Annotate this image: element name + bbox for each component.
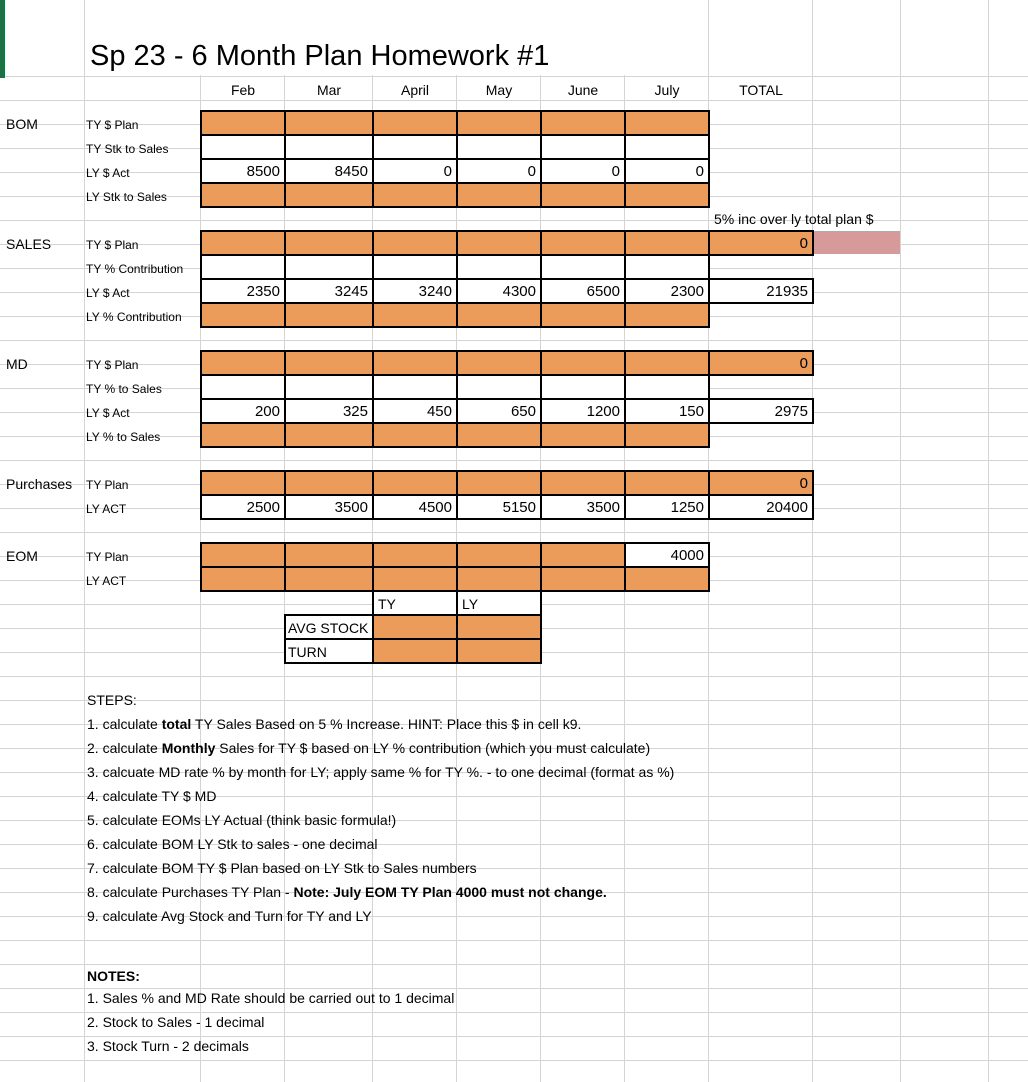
- cell-border: [200, 518, 710, 520]
- eom-cell[interactable]: [285, 543, 372, 566]
- cell-border: [708, 110, 710, 208]
- cell-border: [624, 542, 710, 544]
- md-cell[interactable]: [625, 423, 708, 446]
- step-8: 8. calculate Purchases TY Plan - Note: July EOM TY Plan 4000 must not change.: [87, 884, 607, 900]
- sales-cell[interactable]: [373, 231, 456, 254]
- row-label-sales-ty-plan: TY $ Plan: [86, 238, 139, 252]
- step-5: 5. calculate EOMs LY Actual (think basic formula!): [87, 812, 397, 828]
- cell-border: [456, 110, 458, 208]
- gridline-horizontal: [0, 964, 1028, 965]
- note-3: 3. Stock Turn - 2 decimals: [87, 1038, 249, 1054]
- cell-border: [708, 422, 814, 424]
- sales-cell[interactable]: [201, 231, 284, 254]
- cell-border: [812, 278, 814, 304]
- sheet-title: Sp 23 - 6 Month Plan Homework #1: [90, 40, 550, 72]
- purchases-ly-act-mar[interactable]: 3500: [334, 499, 368, 516]
- cell-border: [284, 542, 286, 592]
- cell-border: [372, 230, 374, 328]
- bom-cell[interactable]: [541, 135, 624, 158]
- cell-border: [708, 374, 814, 376]
- md-cell[interactable]: [541, 375, 624, 398]
- md-cell[interactable]: [373, 375, 456, 398]
- md-cell[interactable]: [457, 351, 540, 374]
- md-cell[interactable]: [201, 375, 284, 398]
- sales-cell[interactable]: [541, 255, 624, 278]
- cell-border: [200, 302, 710, 304]
- sales-cell[interactable]: [625, 231, 708, 254]
- cell-border: [708, 518, 814, 520]
- cell-border: [540, 542, 542, 592]
- sales-cell[interactable]: [625, 303, 708, 326]
- row-label-md-ly-pct: LY % to Sales: [86, 430, 161, 444]
- eom-cell[interactable]: [201, 543, 284, 566]
- cell-border: [200, 230, 710, 232]
- md-ly-act-july[interactable]: 150: [678, 403, 704, 420]
- md-cell[interactable]: [201, 423, 284, 446]
- row-label-bom-ly-act: LY $ Act: [86, 166, 130, 180]
- cell-border: [200, 494, 710, 496]
- cell-border: [284, 110, 286, 208]
- bom-cell[interactable]: [625, 111, 708, 134]
- eom-cell[interactable]: [285, 567, 372, 590]
- sales-cell[interactable]: [201, 303, 284, 326]
- bom-cell[interactable]: [201, 111, 284, 134]
- section-label-eom: EOM: [6, 548, 38, 564]
- cell-border: [200, 350, 710, 352]
- md-ly-act-may[interactable]: 650: [510, 403, 536, 420]
- cell-border: [284, 614, 542, 616]
- eom-cell[interactable]: [625, 567, 708, 590]
- cell-border: [200, 422, 710, 424]
- bom-ly-act-feb[interactable]: 8500: [246, 163, 280, 180]
- cell-border: [624, 230, 626, 328]
- selection-edge: [0, 0, 5, 78]
- row-label-purchases-ty-plan: TY Plan: [86, 478, 129, 492]
- cell-border: [456, 590, 458, 664]
- cell-border: [372, 350, 374, 448]
- gridline-horizontal: [0, 532, 1028, 533]
- md-ly-act-mar[interactable]: 325: [342, 403, 368, 420]
- purchases-ly-act-june[interactable]: 3500: [586, 499, 620, 516]
- cell-border: [708, 230, 814, 232]
- cell-border: [200, 254, 710, 256]
- gridline-horizontal: [0, 676, 1028, 677]
- step-3: 3. calcuate MD rate % by month for LY; apply same % for TY %. - to one decimal (format as %): [87, 764, 675, 780]
- cell-border: [540, 350, 542, 448]
- bom-ly-act-april[interactable]: 0: [443, 163, 452, 180]
- bom-cell[interactable]: [625, 183, 708, 206]
- sales-ly-act-june[interactable]: 6500: [586, 283, 620, 300]
- row-label-sales-ty-contrib: TY % Contribution: [86, 262, 184, 276]
- purchases-cell[interactable]: [625, 471, 708, 494]
- cell-border: [200, 398, 710, 400]
- avg-stock-ty-cell[interactable]: [373, 615, 456, 638]
- bom-ly-act-july[interactable]: 0: [695, 163, 704, 180]
- turn-ty-cell[interactable]: [373, 639, 456, 662]
- sales-cell[interactable]: [201, 255, 284, 278]
- cell-border: [372, 590, 374, 664]
- steps-heading: STEPS:: [87, 692, 137, 708]
- sales-ly-act-april[interactable]: 3240: [418, 283, 452, 300]
- row-label-md-ty-pct: TY % to Sales: [86, 382, 162, 396]
- md-cell[interactable]: [285, 375, 372, 398]
- row-label-sales-ly-contrib: LY % Contribution: [86, 310, 182, 324]
- md-ly-act-june[interactable]: 1200: [586, 403, 620, 420]
- gridline-vertical: [900, 0, 901, 1082]
- cell-border: [708, 398, 814, 400]
- bom-cell[interactable]: [201, 135, 284, 158]
- eom-cell[interactable]: [457, 567, 540, 590]
- gridline-horizontal: [0, 700, 1028, 701]
- cell-border: [540, 110, 542, 208]
- row-label-md-ly-act: LY $ Act: [86, 406, 130, 420]
- eom-cell[interactable]: [541, 543, 624, 566]
- bom-cell[interactable]: [373, 135, 456, 158]
- bom-cell[interactable]: [373, 183, 456, 206]
- section-label-bom: BOM: [6, 116, 38, 132]
- gridline-horizontal: [0, 1036, 1028, 1037]
- gridline-horizontal: [0, 76, 1028, 77]
- gridline-horizontal: [0, 988, 1028, 989]
- md-ly-act-feb[interactable]: 200: [254, 403, 280, 420]
- md-cell[interactable]: [285, 423, 372, 446]
- row-label-md-ty-plan: TY $ Plan: [86, 358, 139, 372]
- sales-increase-note: 5% inc over ly total plan $: [714, 211, 874, 227]
- turn-ly-cell[interactable]: [457, 639, 540, 662]
- gridline-horizontal: [0, 940, 1028, 941]
- md-cell[interactable]: [625, 375, 708, 398]
- section-label-purchases: Purchases: [6, 476, 73, 492]
- cell-border: [456, 542, 458, 592]
- cell-border: [708, 542, 710, 568]
- purchases-ly-act-may[interactable]: 5150: [502, 499, 536, 516]
- md-cell[interactable]: [541, 423, 624, 446]
- bom-cell[interactable]: [541, 111, 624, 134]
- cell-border: [812, 470, 814, 496]
- purchases-cell[interactable]: [541, 471, 624, 494]
- gridline-horizontal: [0, 1060, 1028, 1061]
- cell-border: [812, 494, 814, 520]
- sales-cell[interactable]: [373, 255, 456, 278]
- gridline-vertical: [812, 0, 813, 1082]
- cell-border: [372, 542, 374, 592]
- cell-border: [624, 350, 626, 448]
- bom-cell[interactable]: [201, 183, 284, 206]
- purchases-cell[interactable]: [201, 471, 284, 494]
- sales-cell[interactable]: [541, 303, 624, 326]
- md-cell[interactable]: [541, 351, 624, 374]
- cell-border: [540, 590, 542, 664]
- eom-cell[interactable]: [457, 543, 540, 566]
- notes-heading: NOTES:: [87, 968, 140, 984]
- md-cell[interactable]: [201, 351, 284, 374]
- section-label-md: MD: [6, 356, 28, 372]
- month-header-july: July: [654, 82, 680, 98]
- note-2: 2. Stock to Sales - 1 decimal: [87, 1014, 265, 1030]
- purchases-cell[interactable]: [373, 471, 456, 494]
- row-label-bom-ty-stk-sales: TY Stk to Sales: [86, 142, 169, 156]
- purchases-cell[interactable]: [457, 471, 540, 494]
- cell-border: [284, 662, 542, 664]
- md-cell[interactable]: [625, 351, 708, 374]
- sales-cell[interactable]: [541, 231, 624, 254]
- cell-border: [200, 470, 710, 472]
- sales-cell[interactable]: [285, 231, 372, 254]
- cell-border: [540, 230, 542, 328]
- sales-cell[interactable]: [457, 303, 540, 326]
- bom-cell[interactable]: [625, 135, 708, 158]
- cell-border: [200, 230, 202, 328]
- sales-ly-act-july[interactable]: 2300: [670, 283, 704, 300]
- step-6: 6. calculate BOM LY Stk to sales - one decimal: [87, 836, 378, 852]
- row-label-bom-ty-plan: TY $ Plan: [86, 118, 139, 132]
- bom-ly-act-mar[interactable]: 8450: [334, 163, 368, 180]
- gridline-horizontal: [0, 340, 1028, 341]
- row-label-eom-ly-act: LY ACT: [86, 574, 127, 588]
- cell-border: [200, 326, 710, 328]
- cell-border: [200, 542, 202, 592]
- cell-border: [708, 470, 814, 472]
- gridline-vertical: [84, 0, 85, 1082]
- note-1: 1. Sales % and MD Rate should be carried out to 1 decimal: [87, 990, 455, 1006]
- cell-border: [456, 230, 458, 328]
- eom-cell[interactable]: [373, 567, 456, 590]
- eom-ty-plan-july[interactable]: 4000: [670, 547, 704, 564]
- sales-ly-act-may[interactable]: 4300: [502, 283, 536, 300]
- bom-ly-act-june[interactable]: 0: [611, 163, 620, 180]
- md-cell[interactable]: [285, 351, 372, 374]
- bom-ly-act-may[interactable]: 0: [527, 163, 536, 180]
- cell-border: [200, 134, 710, 136]
- cell-border: [200, 278, 710, 280]
- cell-border: [708, 302, 814, 304]
- md-ly-act-total[interactable]: 2975: [774, 403, 808, 420]
- cell-border: [708, 254, 814, 256]
- row-label-sales-ly-act: LY $ Act: [86, 286, 130, 300]
- md-cell[interactable]: [457, 375, 540, 398]
- bom-cell[interactable]: [285, 183, 372, 206]
- cell-border: [372, 110, 374, 208]
- turn-label: TURN: [288, 644, 327, 660]
- avg-table-ly-header: LY: [462, 596, 479, 612]
- row-label-eom-ty-plan: TY Plan: [86, 550, 129, 564]
- k9-highlight-cell[interactable]: [814, 231, 900, 254]
- avg-stock-label: AVG STOCK: [288, 620, 369, 636]
- gridline-vertical: [988, 0, 989, 1082]
- sales-ly-act-total[interactable]: 21935: [766, 283, 808, 300]
- cell-border: [200, 374, 710, 376]
- purchases-cell[interactable]: [285, 471, 372, 494]
- cell-border: [200, 446, 710, 448]
- cell-border: [624, 566, 710, 568]
- sales-ly-act-mar[interactable]: 3245: [334, 283, 368, 300]
- cell-border: [456, 350, 458, 448]
- row-label-purchases-ly-act: LY ACT: [86, 502, 127, 516]
- sales-cell[interactable]: [625, 255, 708, 278]
- cell-border: [200, 110, 710, 112]
- cell-border: [200, 182, 710, 184]
- month-header-feb: Feb: [230, 82, 256, 98]
- purchases-ly-act-total[interactable]: 20400: [766, 499, 808, 516]
- month-header-may: May: [485, 82, 513, 98]
- cell-border: [708, 278, 814, 280]
- cell-border: [812, 398, 814, 424]
- bom-cell[interactable]: [373, 111, 456, 134]
- month-header-mar: Mar: [316, 82, 342, 98]
- step-4: 4. calculate TY $ MD: [87, 788, 217, 804]
- sales-ly-act-feb[interactable]: 2350: [246, 283, 280, 300]
- step-9: 9. calculate Avg Stock and Turn for TY and LY: [87, 908, 372, 924]
- sales-cell[interactable]: [457, 231, 540, 254]
- avg-table-ty-header: TY: [378, 596, 396, 612]
- purchases-ly-act-feb[interactable]: 2500: [246, 499, 280, 516]
- eom-cell[interactable]: [373, 543, 456, 566]
- cell-border: [284, 638, 542, 640]
- bom-cell[interactable]: [457, 111, 540, 134]
- month-header-april: April: [400, 82, 429, 98]
- cell-border: [708, 350, 814, 352]
- gridline-horizontal: [0, 460, 1028, 461]
- md-ty-plan-total[interactable]: 0: [799, 355, 808, 372]
- cell-border: [284, 350, 286, 448]
- cell-border: [200, 206, 710, 208]
- bom-cell[interactable]: [541, 183, 624, 206]
- total-header: TOTAL: [739, 82, 783, 98]
- cell-border: [284, 614, 286, 664]
- cell-border: [812, 350, 814, 376]
- md-cell[interactable]: [373, 351, 456, 374]
- section-label-sales: SALES: [6, 236, 52, 252]
- bom-cell[interactable]: [457, 135, 540, 158]
- cell-border: [708, 494, 814, 496]
- step-2: 2. calculate Monthly Sales for TY $ based on LY % contribution (which you must calculate): [87, 740, 651, 756]
- cell-border: [624, 110, 626, 208]
- sales-ty-plan-total[interactable]: 0: [799, 235, 808, 252]
- step-1: 1. calculate total TY Sales Based on 5 % Increase. HINT: Place this $ in cell k9.: [87, 716, 582, 732]
- cell-border: [200, 158, 710, 160]
- purchases-ty-plan-total[interactable]: 0: [799, 475, 808, 492]
- sales-cell[interactable]: [457, 255, 540, 278]
- bom-cell[interactable]: [285, 111, 372, 134]
- gridline-horizontal: [0, 1012, 1028, 1013]
- bom-cell[interactable]: [285, 135, 372, 158]
- sales-cell[interactable]: [285, 303, 372, 326]
- sales-cell[interactable]: [373, 303, 456, 326]
- cell-border: [200, 110, 202, 208]
- md-cell[interactable]: [457, 423, 540, 446]
- month-header-june: June: [567, 82, 599, 98]
- step-7: 7. calculate BOM TY $ Plan based on LY Stk to Sales numbers: [87, 860, 477, 876]
- cell-border: [200, 350, 202, 448]
- purchases-ly-act-july[interactable]: 1250: [670, 499, 704, 516]
- eom-cell[interactable]: [201, 567, 284, 590]
- sales-cell[interactable]: [285, 255, 372, 278]
- eom-cell[interactable]: [541, 567, 624, 590]
- purchases-ly-act-april[interactable]: 4500: [418, 499, 452, 516]
- gridline-horizontal: [0, 100, 1028, 101]
- cell-border: [284, 230, 286, 328]
- avg-stock-ly-cell[interactable]: [457, 615, 540, 638]
- bom-cell[interactable]: [457, 183, 540, 206]
- md-ly-act-april[interactable]: 450: [426, 403, 452, 420]
- row-label-bom-ly-stk-sales: LY Stk to Sales: [86, 190, 167, 204]
- md-cell[interactable]: [373, 423, 456, 446]
